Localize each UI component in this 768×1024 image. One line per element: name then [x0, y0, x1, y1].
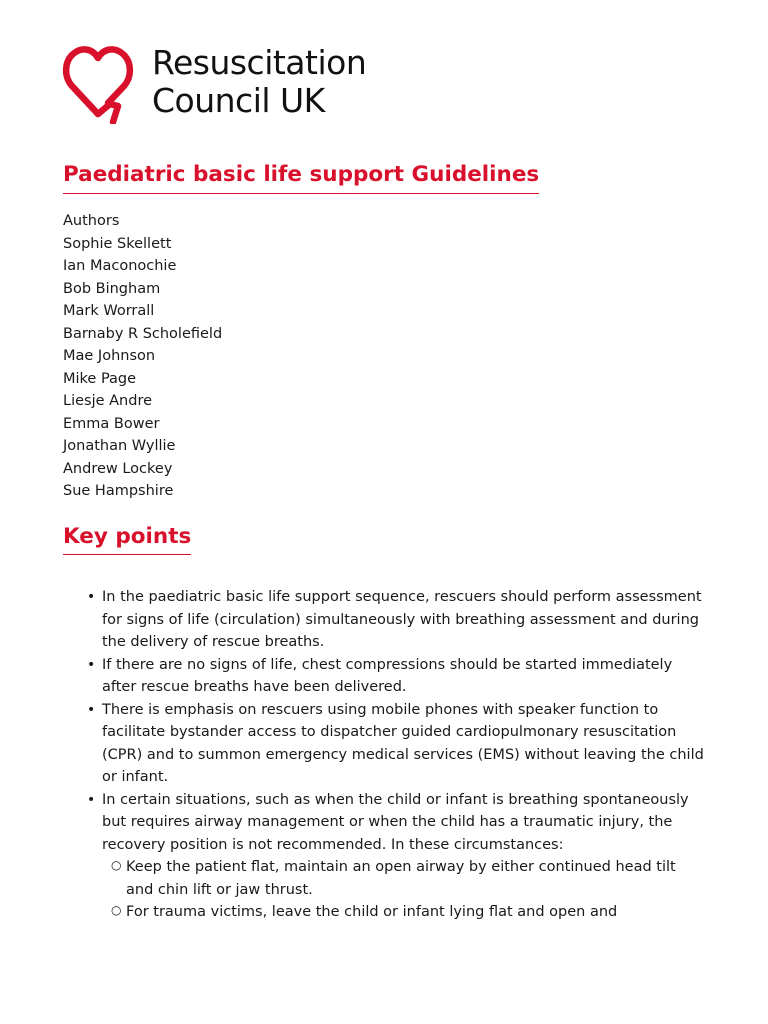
list-item — [87, 654, 707, 699]
author-name: Andrew Lockey — [63, 460, 173, 477]
list-item — [111, 901, 707, 924]
hollow-bullet-icon: ○ — [111, 903, 122, 917]
authors-heading: Authors — [63, 213, 120, 229]
bullet-icon: • — [87, 656, 96, 673]
sub-point-text: Keep the patient flat, maintain an open airway by either continued head tilt and chin lift or jaw thrust. — [126, 859, 676, 898]
bullet-icon: • — [87, 701, 96, 718]
author-name: Liesje Andre — [63, 393, 153, 409]
key-points-heading: Key points — [63, 522, 191, 555]
author-name: Ian Maconochie — [63, 258, 177, 274]
logo-line-2: Council UK — [152, 81, 325, 120]
author-name: Mike Page — [63, 370, 137, 387]
sub-point-text: For trauma victims, leave the child or infant lying flat and open and — [126, 904, 618, 920]
document-title: Paediatric basic life support Guidelines — [63, 160, 539, 194]
sub-points-list — [111, 856, 707, 924]
heart-speech-bubble-icon — [62, 40, 134, 124]
key-point-text: In certain situations, such as when the child or infant is breathing spontaneously but requires airway management or when the child has a traumatic injury, the recovery position is not recommended. In these circumstances: — [102, 791, 689, 853]
author-name: Sue Hampshire — [63, 483, 174, 499]
key-point-text: In the paediatric basic life support sequence, rescuers should perform assessment for signs of life (circulation) simultaneously with breathing assessment and during the delivery of rescue breaths. — [102, 589, 702, 650]
author-name: Emma Bower — [63, 415, 160, 432]
author-name: Mae Johnson — [63, 348, 156, 364]
author-name: Jonathan Wyllie — [63, 438, 176, 454]
author-name: Barnaby R Scholefield — [63, 325, 223, 342]
key-point-text: If there are no signs of life, chest compressions should be started immediately after rescue breaths have been delivered. — [102, 656, 673, 695]
logo-wordmark — [152, 44, 366, 120]
logo — [62, 40, 366, 124]
bullet-icon: • — [87, 589, 96, 605]
key-points-list — [87, 586, 707, 924]
list-item — [87, 699, 707, 789]
key-point-text: There is emphasis on rescuers using mobile phones with speaker function to facilitate bystander access to dispatcher guided cardiopulmonary resuscitation (CPR) and to summon emergency medical services (EMS) without leaving the child or infant. — [102, 701, 704, 785]
author-name: Sophie Skellett — [63, 235, 172, 252]
logo-line-1: Resuscitation — [152, 43, 367, 82]
list-item — [87, 586, 707, 654]
author-name: Bob Bingham — [63, 280, 161, 297]
hollow-bullet-icon: ○ — [111, 858, 122, 872]
authors-list — [63, 210, 222, 503]
author-name: Mark Worrall — [63, 303, 155, 319]
list-item — [111, 856, 707, 901]
bullet-icon: • — [87, 791, 96, 808]
list-item — [87, 789, 707, 857]
